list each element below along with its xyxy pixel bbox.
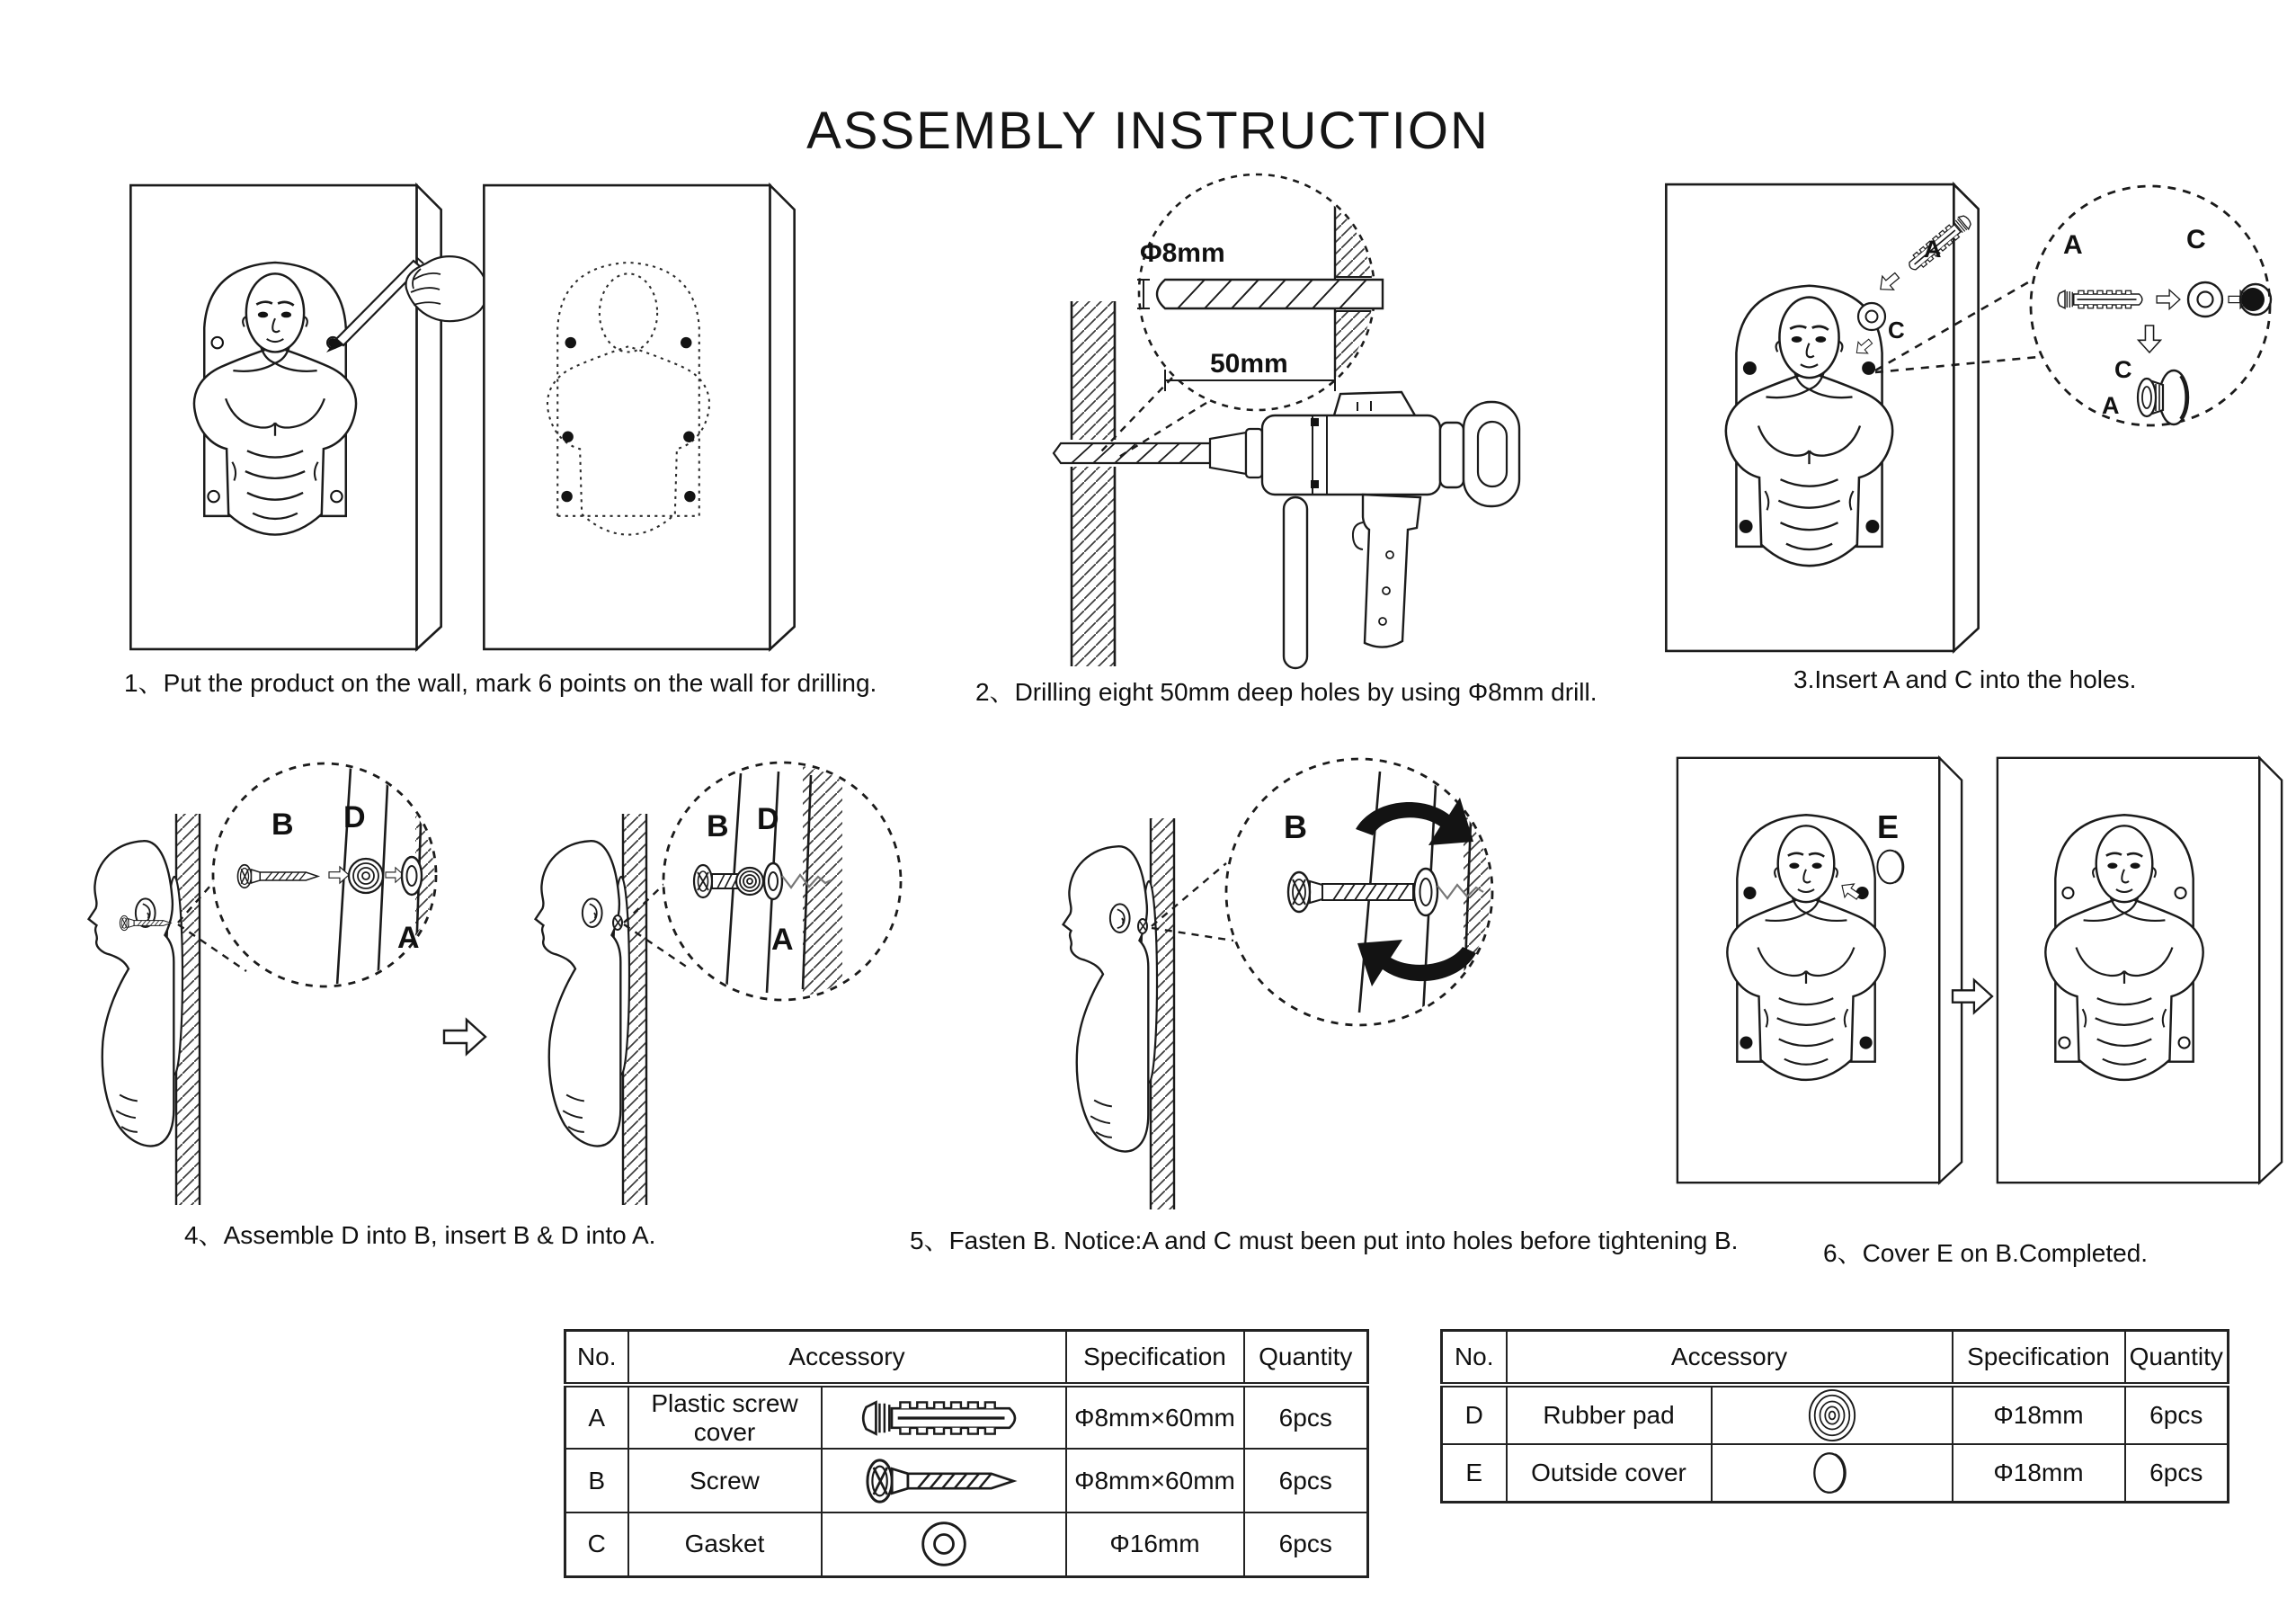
label-d: D	[343, 800, 366, 834]
part-icon-cell	[822, 1512, 1066, 1576]
label-a: A	[2102, 392, 2120, 419]
part-spec: Φ8mm×60mm	[1066, 1449, 1244, 1512]
mannequin-side	[89, 841, 174, 1146]
drill-grip	[1363, 495, 1420, 647]
part-name: Outside cover	[1507, 1444, 1712, 1502]
parts-table-abc	[564, 1329, 1369, 1578]
part-name: Plastic screw cover	[628, 1385, 822, 1449]
label-a: A	[397, 921, 420, 955]
step4-caption: 4、Assemble D into B, insert B & D into A.	[184, 1221, 656, 1249]
step2-figure	[1014, 166, 1576, 674]
label-b: B	[707, 809, 729, 843]
outside-cover-icon	[1877, 851, 1903, 884]
table-row	[565, 1385, 1368, 1449]
drill-bit	[1157, 280, 1383, 308]
column-header-accessory: Accessory	[1507, 1331, 1953, 1386]
mannequin-front-completed	[2045, 815, 2203, 1080]
rubber-pad-icon	[349, 859, 383, 893]
step2-caption: 2、Drilling eight 50mm deep holes by using Φ8mm drill.	[975, 678, 1597, 706]
label-c: C	[1888, 317, 1905, 344]
part-name: Screw	[628, 1449, 822, 1512]
table-row	[1442, 1444, 2229, 1502]
label-d: D	[757, 802, 779, 836]
column-header-no: No.	[1442, 1331, 1507, 1386]
part-icon-cell	[822, 1385, 1066, 1449]
label-a: A	[2063, 230, 2083, 260]
part-qty: 6pcs	[1244, 1512, 1368, 1576]
screw-icon	[860, 1454, 1027, 1508]
step1-figure	[117, 175, 827, 656]
step5-figure	[1025, 746, 1672, 1214]
part-qty: 6pcs	[1244, 1385, 1368, 1449]
step5-caption: 5、Fasten B. Notice:A and C must been put into holes before tightening B.	[910, 1227, 1739, 1254]
label-e: E	[1877, 808, 1900, 845]
part-no: B	[565, 1449, 628, 1512]
drill-side-handle	[1284, 497, 1307, 668]
part-spec: Φ18mm	[1953, 1444, 2125, 1502]
page-title: ASSEMBLY INSTRUCTION	[806, 102, 1490, 160]
label-a: A	[771, 923, 794, 957]
column-header-quantity: Quantity	[1244, 1331, 1368, 1386]
step1-caption: 1、Put the product on the wall, mark 6 points on the wall for drilling.	[124, 669, 877, 697]
drill-diameter-label: Φ8mm	[1140, 238, 1225, 268]
step3-figure	[1654, 171, 2283, 656]
part-no: E	[1442, 1444, 1507, 1502]
wall	[1072, 301, 1115, 666]
part-name: Rubber pad	[1507, 1385, 1712, 1444]
svg-text:50mm: 50mm	[1210, 349, 1288, 379]
step6-figure	[1654, 746, 2294, 1191]
table-row	[565, 1449, 1368, 1512]
mannequin-side	[1063, 846, 1149, 1151]
drill	[1050, 392, 1519, 668]
column-header-specification: Specification	[1066, 1331, 1244, 1386]
part-no: D	[1442, 1385, 1507, 1444]
part-qty: 6pcs	[2125, 1385, 2229, 1444]
label-c: C	[2186, 225, 2206, 254]
part-spec: Φ8mm×60mm	[1066, 1385, 1244, 1449]
part-spec: Φ18mm	[1953, 1385, 2125, 1444]
wall-hole	[2241, 288, 2265, 311]
part-icon-cell	[822, 1449, 1066, 1512]
column-header-accessory: Accessory	[628, 1331, 1066, 1386]
part-qty: 6pcs	[2125, 1444, 2229, 1502]
table-row	[1442, 1385, 2229, 1444]
plastic-anchor-icon	[854, 1394, 1034, 1442]
outside-cover-icon	[1810, 1448, 1855, 1498]
column-header-no: No.	[565, 1331, 628, 1386]
label-b: B	[1284, 808, 1307, 845]
part-qty: 6pcs	[1244, 1449, 1368, 1512]
screw-head	[1138, 919, 1147, 933]
screw-head	[613, 915, 622, 930]
part-no: A	[565, 1385, 628, 1449]
mannequin-front	[1727, 815, 1884, 1080]
step3-caption: 3.Insert A and C into the holes.	[1793, 665, 2137, 693]
rubber-pad-icon	[1806, 1388, 1858, 1443]
mannequin-side	[536, 841, 621, 1146]
part-icon-cell	[1712, 1385, 1953, 1444]
label-a: A	[1924, 236, 1942, 263]
column-header-quantity: Quantity	[2125, 1331, 2229, 1386]
wall-panel	[484, 185, 794, 649]
part-no: C	[565, 1512, 628, 1576]
part-name: Gasket	[628, 1512, 822, 1576]
part-icon-cell	[1712, 1444, 1953, 1502]
column-header-specification: Specification	[1953, 1331, 2125, 1386]
mannequin-front	[194, 263, 356, 535]
step4-figure	[54, 746, 921, 1209]
table-row	[565, 1512, 1368, 1576]
gasket-icon	[919, 1519, 969, 1569]
part-spec: Φ16mm	[1066, 1512, 1244, 1576]
parts-table-de	[1440, 1329, 2229, 1504]
arrow-icon	[444, 1020, 485, 1054]
step6-caption: 6、Cover E on B.Completed.	[1823, 1239, 2149, 1267]
label-b: B	[271, 808, 294, 842]
label-c: C	[2114, 356, 2132, 383]
